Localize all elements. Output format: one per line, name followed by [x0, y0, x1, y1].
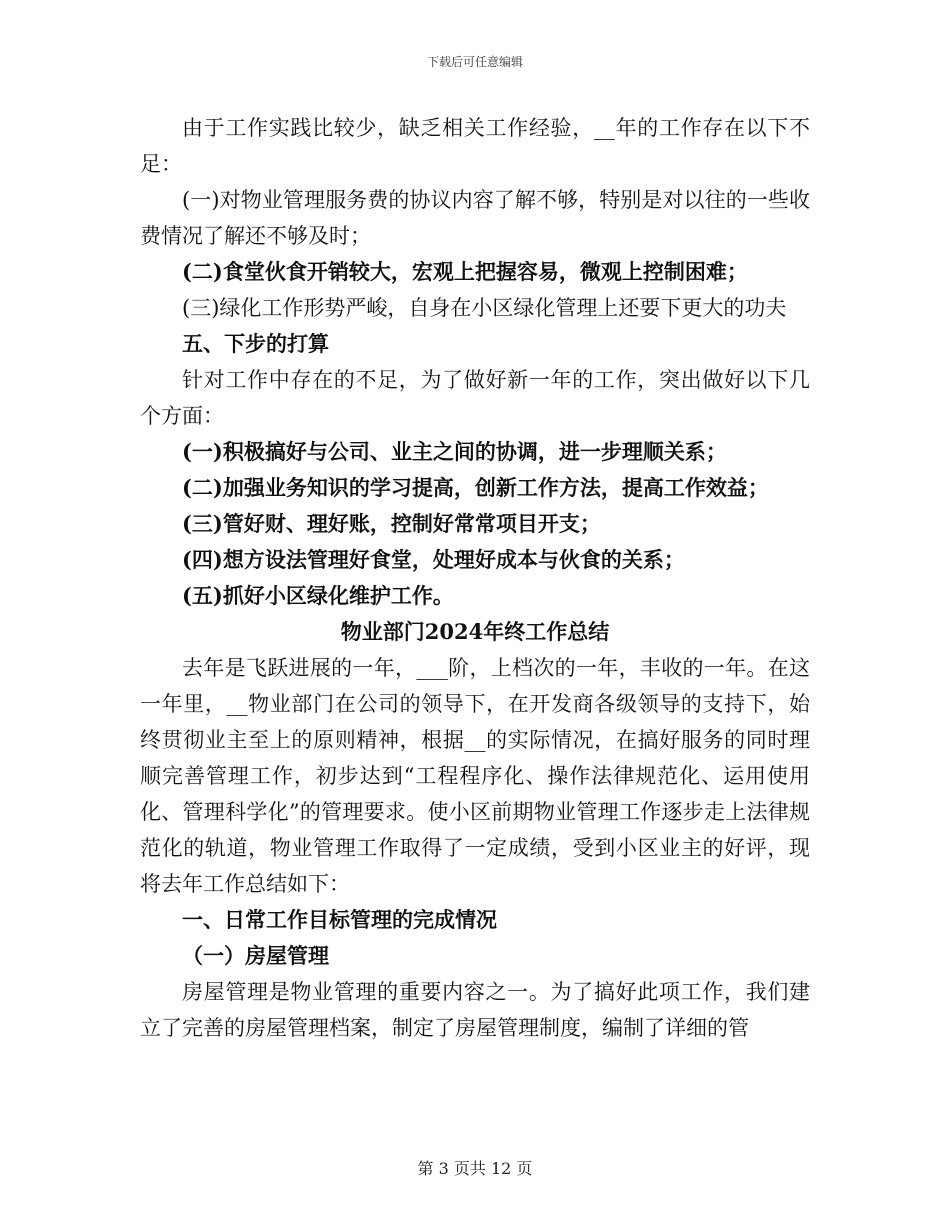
subsection-heading-housing: （一）房屋管理	[182, 943, 329, 968]
section-heading-next-steps: 五、下步的打算	[182, 331, 329, 356]
paragraph-shortcoming-3: (三)绿化工作形势严峻，自身在小区绿化管理上还要下更大的功夫	[182, 296, 787, 320]
paragraph-plan-2: (二)加强业务知识的学习提高，创新工作方法，提高工作效益；	[182, 475, 769, 500]
paragraph-summary-intro: 去年是飞跃进展的一年，___阶，上档次的一年，丰收的一年。在这一年里，__物业部门在公司的领导下，在开发商各级领导的支持下，始终贯彻业主至上的原则精神，根据__的实际情况，在搞好服务的同时理顺完善管理工作，初步达到“工程程序化、操作法律规范化、运用使用化、管理科学化”的管理要求。使小区前期物业管理工作逐步走上法律规范化的轨道，物业管理工作取得了一定成绩，受到小区业主的好评，现将去年工作总结如下：	[140, 656, 810, 896]
paragraph-plan-3: (三)管好财、理好账，控制好常常项目开支；	[182, 511, 601, 536]
document-body	[140, 110, 810, 1046]
paragraph-next-steps-intro: 针对工作中存在的不足，为了做好新一年的工作，突出做好以下几个方面：	[140, 368, 810, 428]
paragraph-plan-1: (一)积极搞好与公司、业主之间的协调，进一步理顺关系；	[182, 439, 727, 464]
document-title: 物业部门2024年终工作总结	[340, 619, 610, 644]
paragraph-shortcoming-2: (二)食堂伙食开销较大，宏观上把握容易，微观上控制困难；	[182, 259, 748, 284]
paragraph-plan-4: (四)想方设法管理好食堂，处理好成本与伙食的关系；	[182, 547, 685, 572]
paragraph-housing-management: 房屋管理是物业管理的重要内容之一。为了搞好此项工作，我们建立了完善的房屋管理档案，制定了房屋管理制度，编制了详细的管	[140, 980, 810, 1040]
page-footer: 第 3 页共 12 页	[417, 1159, 533, 1178]
paragraph-plan-5: (五)抓好小区绿化维护工作。	[182, 583, 454, 608]
section-heading-daily-work: 一、日常工作目标管理的完成情况	[182, 907, 497, 932]
paragraph-shortcoming-1: (一)对物业管理服务费的协议内容了解不够，特别是对以往的一些收费情况了解还不够及时；	[140, 188, 810, 248]
page-header: 下载后可任意编辑	[426, 55, 523, 69]
paragraph-shortcomings-intro: 由于工作实践比较少，缺乏相关工作经验，__年的工作存在以下不足：	[140, 116, 810, 176]
